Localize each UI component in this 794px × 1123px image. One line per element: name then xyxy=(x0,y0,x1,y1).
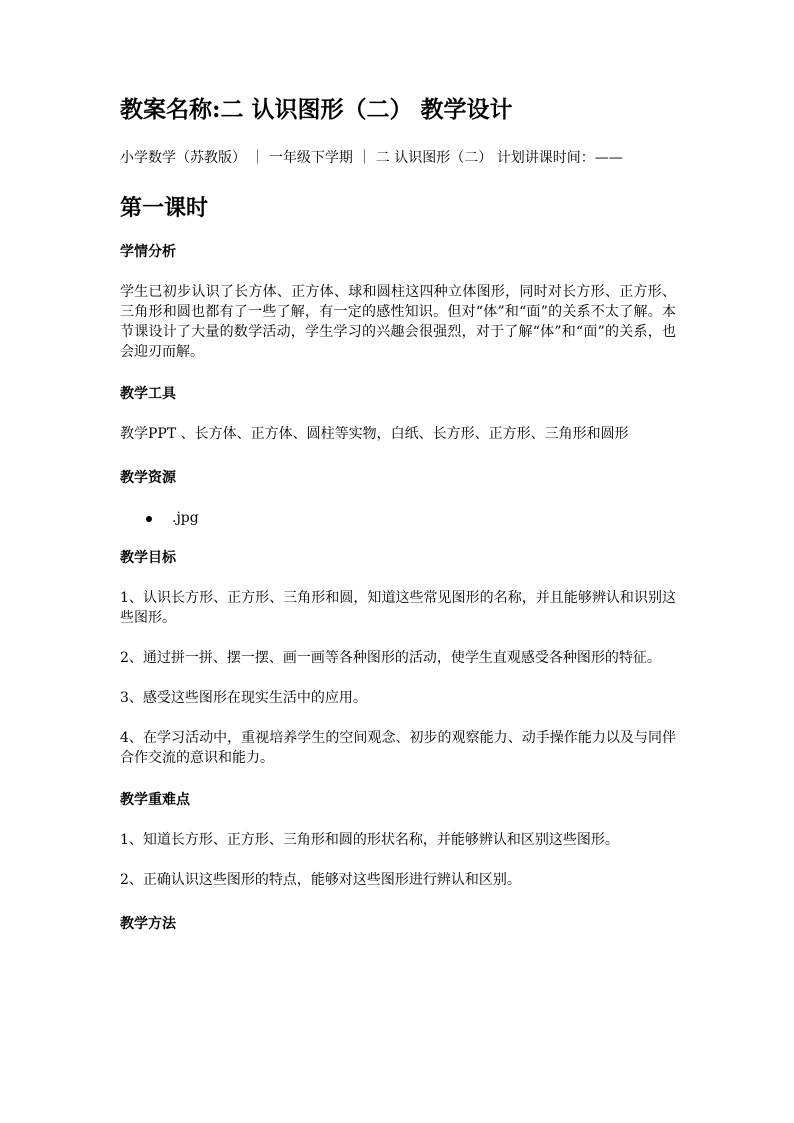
goal-item: 2、通过拼一拼、摆一摆、画一画等各种图形的活动，使学生直观感受各种图形的特征。 xyxy=(120,650,661,666)
goal-item: 1、认识长方形、正方形、三角形和圆，知道这些常见图形的名称，并且能够辨认和识别这些图形。 xyxy=(120,590,676,626)
resource-item[interactable] xyxy=(120,508,676,528)
section-heading-resources: 教学资源 xyxy=(120,470,176,486)
section-heading-analysis: 学情分析 xyxy=(120,244,176,260)
document-title: 教案名称:二 认识图形（二） 教学设计 xyxy=(120,96,513,123)
resource-item-label: .jpg xyxy=(172,510,199,526)
bullet-icon xyxy=(146,516,152,522)
section-heading-tools: 教学工具 xyxy=(120,386,176,402)
key-point-item: 2、正确认识这些图形的特点，能够对这些图形进行辨认和区别。 xyxy=(120,872,521,888)
goal-item: 3、感受这些图形在现实生活中的应用。 xyxy=(120,690,367,706)
lesson-title: 第一课时 xyxy=(120,195,209,221)
section-heading-methods: 教学方法 xyxy=(120,916,176,932)
course-meta: 小学数学（苏教版） ｜ 一年级下学期 ｜ 二 认识图形（二） 计划讲课时间：—— xyxy=(120,150,623,166)
tools-text: 教学PPT 、长方体、正方体、圆柱等实物，白纸、长方形、正方形、三角形和圆形 xyxy=(120,426,629,442)
goal-item: 4、在学习活动中，重视培养学生的空间观念、初步的观察能力、动手操作能力以及与同伴合作交流的意识和能力。 xyxy=(120,730,676,766)
section-heading-goals: 教学目标 xyxy=(120,550,176,566)
document-page xyxy=(120,94,676,934)
key-point-item: 1、知道长方形、正方形、三角形和圆的形状名称，并能够辨认和区别这些图形。 xyxy=(120,832,619,848)
analysis-text: 学生已初步认识了长方体、正方体、球和圆柱这四种立体图形，同时对长方形、正方形、三角形和圆也都有了一些了解，有一定的感性知识。但对“体”和“面”的关系不太了解。本节课设计了大量的数学活动，学生学习的兴趣会很强烈，对于了解“体”和“面”的关系，也会迎刃而解。 xyxy=(120,284,676,360)
resource-list xyxy=(120,508,676,528)
section-heading-key-points: 教学重难点 xyxy=(120,792,190,808)
